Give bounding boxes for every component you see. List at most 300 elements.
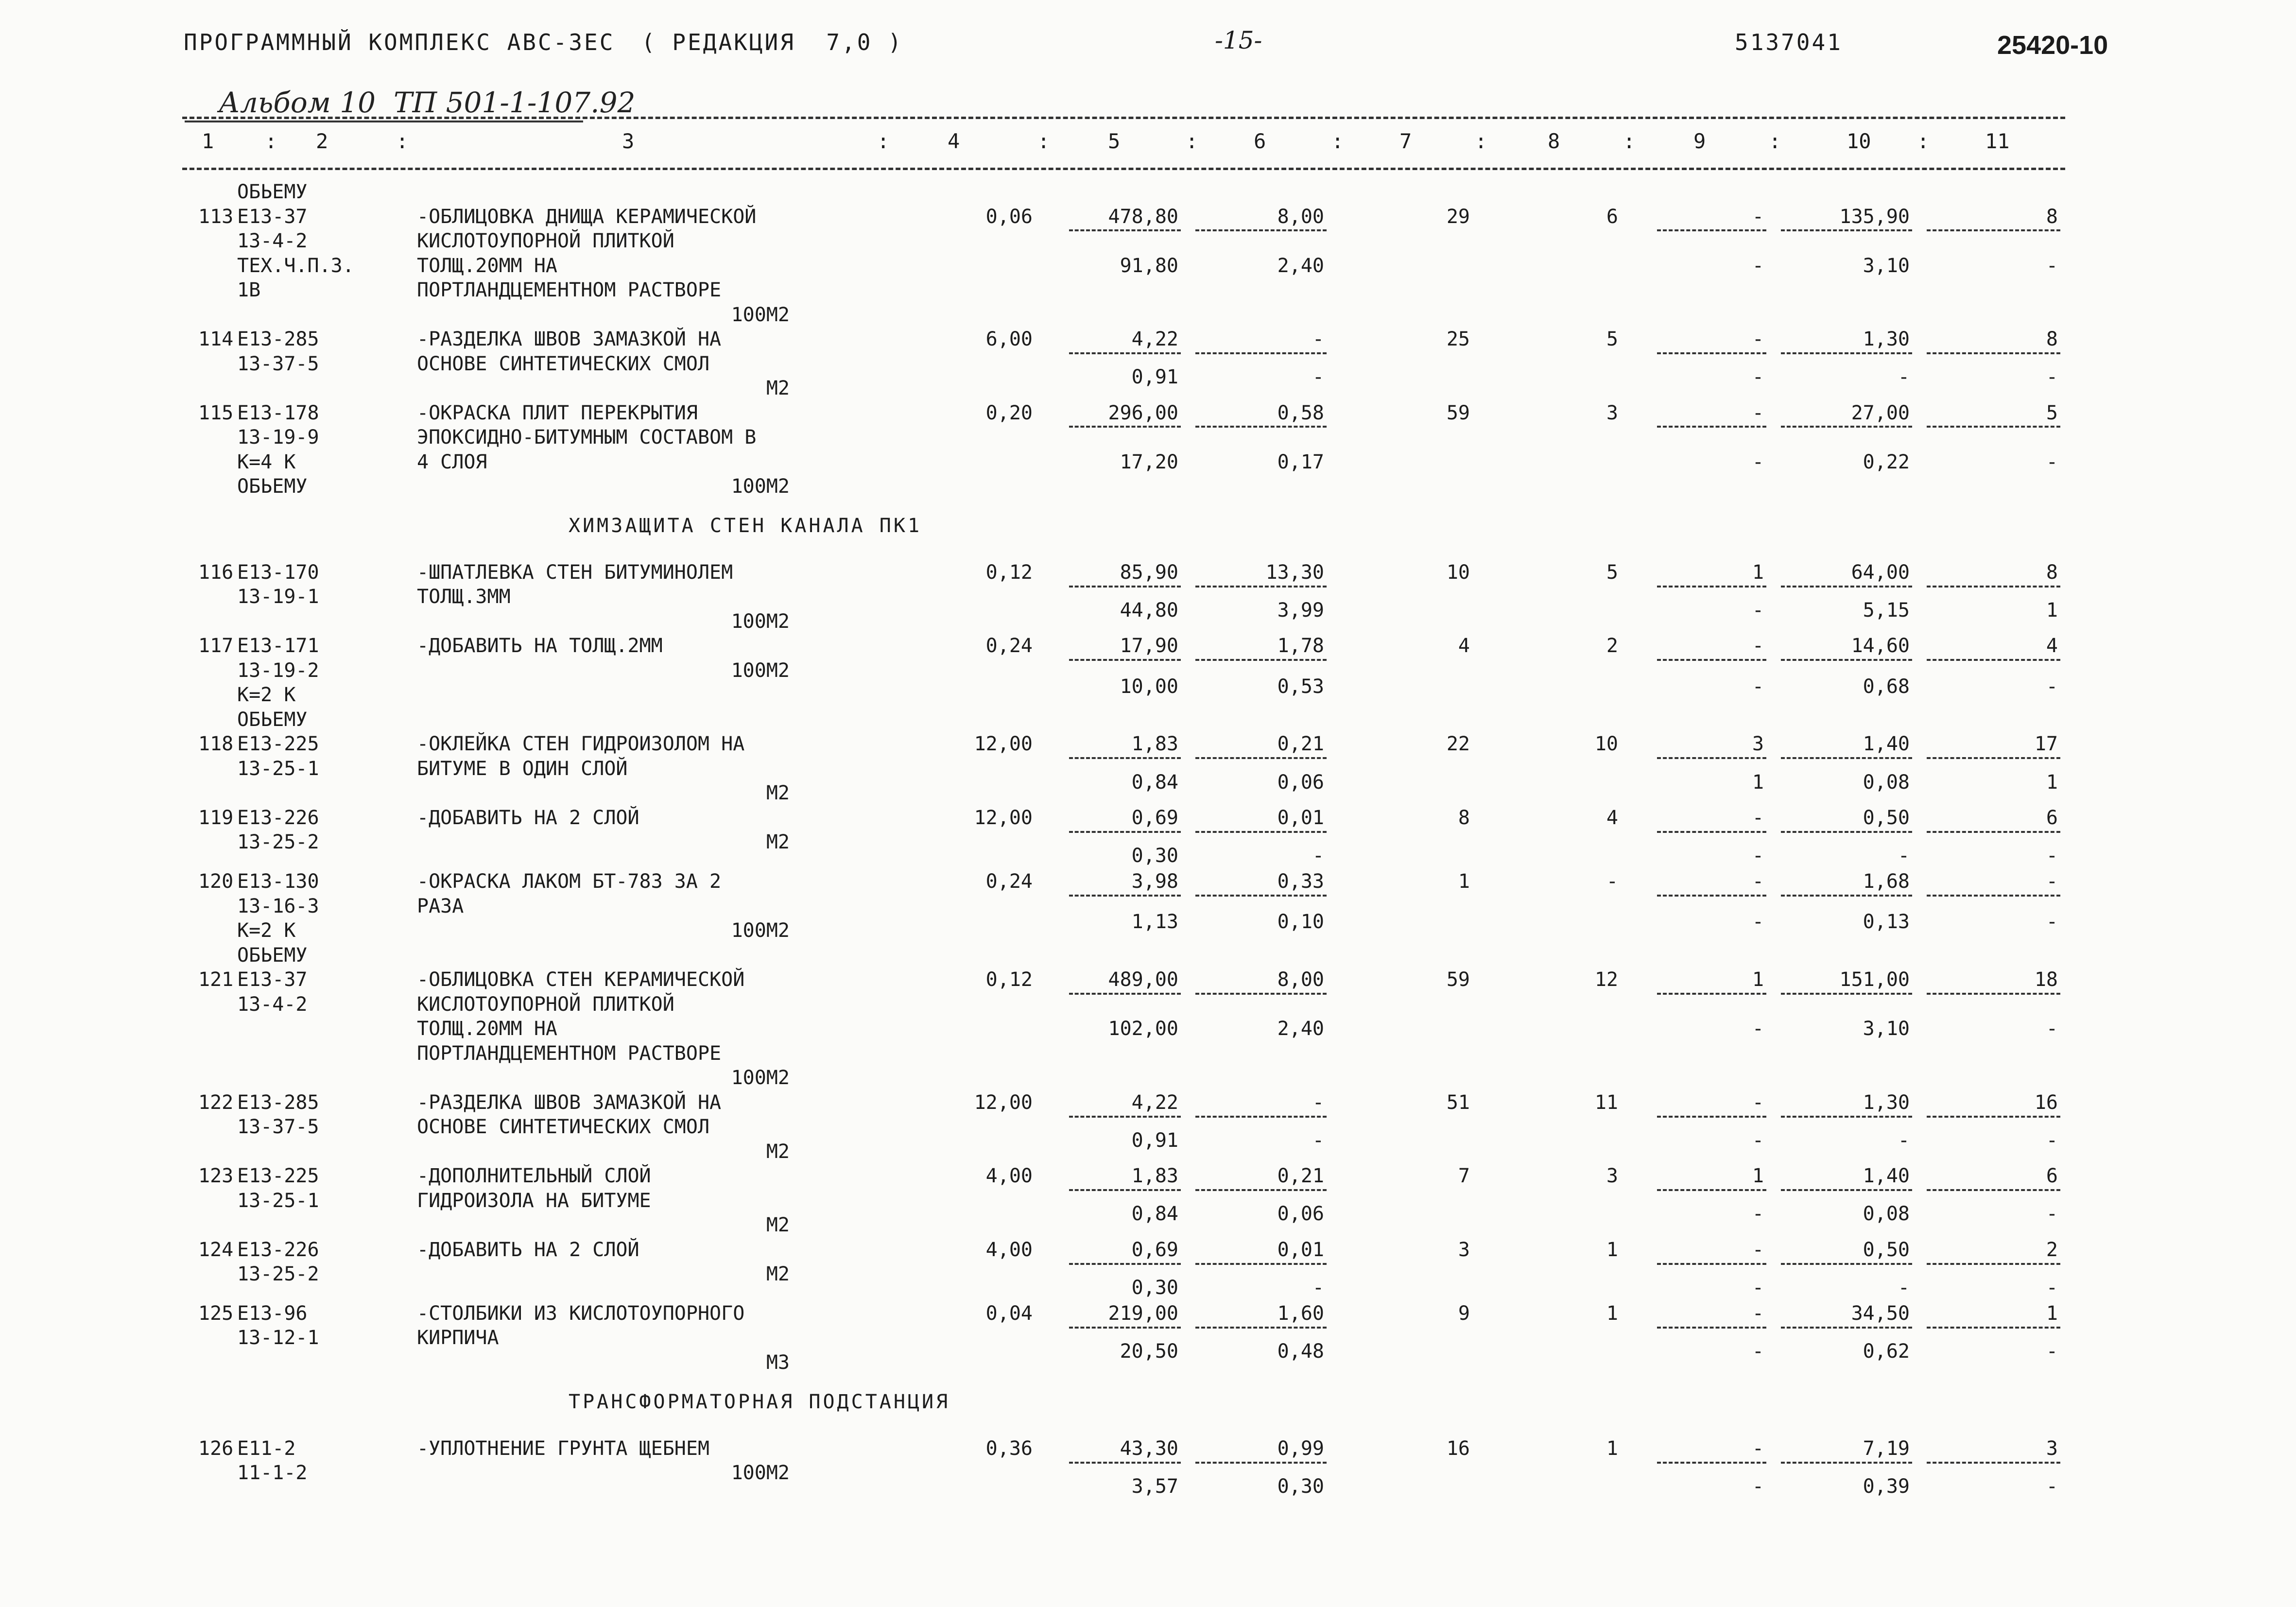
work-description: -ДОБАВИТЬ НА 2 СЛОЙ — [417, 1238, 639, 1261]
c9-lower-value: - — [1752, 366, 1764, 389]
quantity: 0,36 — [985, 1437, 1033, 1460]
c6-lower-value: 0,48 — [1277, 1340, 1324, 1363]
c11-value: 5 — [2046, 401, 2058, 424]
c11-lower-value: - — [2046, 1018, 2058, 1040]
c9-lower-value: - — [1752, 675, 1764, 698]
quantity: 6,00 — [985, 328, 1033, 350]
c10-value: 1,30 — [1863, 1091, 1910, 1114]
value-separator — [1069, 352, 1181, 354]
norm-code: Е13-170 — [237, 561, 319, 584]
c6-lower-value: 0,10 — [1277, 911, 1324, 933]
c11-lower-value: 1 — [2046, 599, 2058, 622]
section-heading: ТРАНСФОРМАТОРНАЯ ПОДСТАНЦИЯ — [569, 1390, 950, 1413]
c6-value: 0,21 — [1277, 1165, 1324, 1188]
c5-value: 85,90 — [1120, 561, 1178, 584]
c9-lower-value: - — [1752, 845, 1764, 867]
value-separator — [1069, 1263, 1181, 1265]
value-separator — [1195, 1263, 1327, 1265]
norm-code: 13-19-1 — [237, 586, 319, 608]
c11-value: - — [2046, 870, 2058, 893]
c5-lower-value: 0,91 — [1131, 1129, 1178, 1152]
document-code: 5137041 — [1735, 29, 1843, 55]
value-separator — [1927, 757, 2060, 759]
c11-lower-value: - — [2046, 1129, 2058, 1152]
c9-lower-value: - — [1752, 1203, 1764, 1226]
c10-lower-value: 0,22 — [1863, 450, 1910, 473]
norm-code: К=4 К — [237, 450, 296, 473]
c9-lower-value: - — [1752, 1276, 1764, 1299]
c10-value: 135,90 — [1839, 205, 1910, 228]
column-header-8: 8 — [1548, 129, 1560, 153]
norm-code: ОБЬЕМУ — [237, 944, 308, 967]
c6-value: 0,01 — [1277, 1238, 1324, 1261]
value-separator — [1069, 586, 1181, 588]
col8-value: 5 — [1606, 561, 1618, 584]
work-description: ПОРТЛАНДЦЕМЕНТНОМ РАСТВОРЕ — [417, 1042, 722, 1065]
c6-lower-value: 0,06 — [1277, 1203, 1324, 1226]
column-divider: : — [396, 129, 409, 153]
c5-value: 0,69 — [1131, 806, 1178, 829]
norm-code: Е13-171 — [237, 635, 319, 657]
value-separator — [1069, 229, 1181, 231]
c6-value: - — [1312, 328, 1324, 350]
c6-lower-value: 0,53 — [1277, 675, 1324, 698]
value-separator — [1069, 757, 1181, 759]
value-separator — [1069, 993, 1181, 995]
c6-lower-value: 0,17 — [1277, 450, 1324, 473]
c6-value: 0,21 — [1277, 733, 1324, 756]
c9-value: - — [1752, 205, 1764, 228]
value-separator — [1927, 1327, 2060, 1329]
norm-code: К=2 К — [237, 684, 296, 707]
page-number: -15- — [1215, 26, 1262, 54]
value-separator — [1781, 895, 1912, 897]
value-separator — [1069, 895, 1181, 897]
unit-of-measure: М2 — [766, 1214, 790, 1237]
value-separator — [1195, 757, 1327, 759]
value-separator — [1781, 1189, 1912, 1191]
c10-lower-value: 0,62 — [1863, 1340, 1910, 1363]
c5-value: 4,22 — [1131, 328, 1178, 350]
value-separator — [1781, 229, 1912, 231]
work-description: -ДОБАВИТЬ НА ТОЛЩ.2ММ — [417, 635, 663, 657]
c9-value: - — [1752, 1238, 1764, 1261]
column-divider: : — [877, 129, 890, 153]
c5-lower-value: 102,00 — [1108, 1018, 1178, 1040]
work-description: ТОЛЩ.20ММ НА — [417, 254, 557, 277]
c6-value: 0,99 — [1277, 1437, 1324, 1460]
norm-code: Е13-130 — [237, 870, 319, 893]
norm-code: К=2 К — [237, 919, 296, 942]
value-separator — [1069, 659, 1181, 661]
value-separator — [1069, 1189, 1181, 1191]
value-separator — [1657, 1462, 1766, 1464]
column-header-9: 9 — [1693, 129, 1706, 153]
c6-lower-value: 2,40 — [1277, 1018, 1324, 1040]
work-description: -ОКРАСКА ПЛИТ ПЕРЕКРЫТИЯ — [417, 401, 698, 424]
work-description: -ОКЛЕЙКА СТЕН ГИДРОИЗОЛОМ НА — [417, 733, 745, 756]
col8-value: 10 — [1594, 733, 1618, 756]
work-description: -ОБЛИЦОВКА СТЕН КЕРАМИЧЕСКОЙ — [417, 968, 745, 991]
c9-value: - — [1752, 635, 1764, 657]
c5-value: 3,98 — [1131, 870, 1178, 893]
c5-lower-value: 0,91 — [1131, 366, 1178, 389]
item-number: 120 — [198, 870, 234, 893]
c10-lower-value: 3,10 — [1863, 1018, 1910, 1040]
c5-value: 0,69 — [1131, 1238, 1178, 1261]
norm-code: 13-16-3 — [237, 895, 319, 917]
norm-code: Е13-178 — [237, 401, 319, 424]
value-separator — [1781, 1327, 1912, 1329]
work-description: КИСЛОТОУПОРНОЙ ПЛИТКОЙ — [417, 993, 674, 1016]
table-top-rule — [182, 117, 2065, 119]
value-separator — [1927, 659, 2060, 661]
c11-lower-value: - — [2046, 366, 2058, 389]
item-number: 124 — [198, 1238, 234, 1261]
c6-value: 8,00 — [1277, 968, 1324, 991]
value-separator — [1195, 1189, 1327, 1191]
quantity: 0,24 — [985, 870, 1033, 893]
c11-value: 8 — [2046, 328, 2058, 350]
value-separator — [1781, 993, 1912, 995]
c9-lower-value: - — [1752, 254, 1764, 277]
value-separator — [1657, 426, 1766, 428]
work-description: -СТОЛБИКИ ИЗ КИСЛОТОУПОРНОГО — [417, 1302, 745, 1325]
value-separator — [1657, 1263, 1766, 1265]
c5-value: 296,00 — [1108, 401, 1178, 424]
norm-code: Е11-2 — [237, 1437, 296, 1460]
quantity: 0,12 — [985, 561, 1033, 584]
continued-code-text: ОБЬЕМУ — [237, 181, 308, 203]
norm-code: 13-25-1 — [237, 757, 319, 780]
c11-value: 6 — [2046, 806, 2058, 829]
c9-value: - — [1752, 1091, 1764, 1114]
c10-value: 151,00 — [1839, 968, 1910, 991]
norm-code: 13-37-5 — [237, 352, 319, 375]
value-separator — [1781, 1263, 1912, 1265]
work-description: ГИДРОИЗОЛА НА БИТУМЕ — [417, 1189, 651, 1212]
quantity: 0,20 — [985, 401, 1033, 424]
value-separator — [1781, 1116, 1912, 1118]
column-divider: : — [1331, 129, 1344, 153]
c9-lower-value: - — [1752, 911, 1764, 933]
col7-value: 8 — [1458, 806, 1470, 829]
value-separator — [1657, 229, 1766, 231]
program-title: ПРОГРАММНЫЙ КОМПЛЕКС АВС-3ЕС — [184, 29, 615, 55]
col8-value: - — [1606, 870, 1618, 893]
c10-lower-value: - — [1898, 1276, 1910, 1299]
value-separator — [1927, 1462, 2060, 1464]
col7-value: 59 — [1446, 401, 1470, 424]
value-separator — [1657, 993, 1766, 995]
c11-value: 3 — [2046, 1437, 2058, 1460]
c10-value: 7,19 — [1863, 1437, 1910, 1460]
value-separator — [1657, 1116, 1766, 1118]
value-separator — [1657, 895, 1766, 897]
c6-lower-value: - — [1312, 1129, 1324, 1152]
unit-of-measure: 100М2 — [731, 303, 790, 326]
value-separator — [1927, 1189, 2060, 1191]
c10-lower-value: - — [1898, 366, 1910, 389]
c6-lower-value: 2,40 — [1277, 254, 1324, 277]
item-number: 126 — [198, 1437, 234, 1460]
c9-value: - — [1752, 401, 1764, 424]
c9-value: - — [1752, 1437, 1764, 1460]
c9-lower-value: - — [1752, 599, 1764, 622]
norm-code: Е13-37 — [237, 968, 308, 991]
unit-of-measure: 100М2 — [731, 659, 790, 682]
value-separator — [1195, 229, 1327, 231]
column-divider: : — [1475, 129, 1487, 153]
value-separator — [1927, 831, 2060, 833]
value-separator — [1195, 1116, 1327, 1118]
unit-of-measure: М3 — [766, 1351, 790, 1374]
item-number: 115 — [198, 401, 234, 424]
value-separator — [1069, 1327, 1181, 1329]
col8-value: 4 — [1606, 806, 1618, 829]
norm-code: 13-25-1 — [237, 1189, 319, 1212]
work-description: -РАЗДЕЛКА ШВОВ ЗАМАЗКОЙ НА — [417, 1091, 722, 1114]
value-separator — [1781, 831, 1912, 833]
col8-value: 3 — [1606, 1165, 1618, 1188]
quantity: 12,00 — [974, 1091, 1033, 1114]
c5-value: 478,80 — [1108, 205, 1178, 228]
work-description: -ОБЛИЦОВКА ДНИЩА КЕРАМИЧЕСКОЙ — [417, 205, 757, 228]
column-header-11: 11 — [1985, 129, 2010, 153]
c11-lower-value: - — [2046, 1276, 2058, 1299]
value-separator — [1657, 831, 1766, 833]
c9-value: 1 — [1752, 1165, 1764, 1188]
item-number: 118 — [198, 733, 234, 756]
column-header-7: 7 — [1399, 129, 1412, 153]
norm-code: Е13-225 — [237, 1165, 319, 1188]
value-separator — [1927, 229, 2060, 231]
c6-value: 0,01 — [1277, 806, 1324, 829]
col7-value: 7 — [1458, 1165, 1470, 1188]
archive-stamp: 25420-10 — [1997, 31, 2108, 60]
c6-value: 1,78 — [1277, 635, 1324, 657]
c6-value: - — [1312, 1091, 1324, 1114]
c11-value: 8 — [2046, 205, 2058, 228]
quantity: 4,00 — [985, 1165, 1033, 1188]
section-heading: ХИМЗАЩИТА СТЕН КАНАЛА ПК1 — [569, 514, 922, 537]
c11-value: 1 — [2046, 1302, 2058, 1325]
c11-lower-value: - — [2046, 1340, 2058, 1363]
col8-value: 1 — [1606, 1302, 1618, 1325]
norm-code: 1В — [237, 279, 261, 301]
c10-lower-value: 5,15 — [1863, 599, 1910, 622]
c9-lower-value: - — [1752, 1475, 1764, 1498]
c11-lower-value: - — [2046, 675, 2058, 698]
value-separator — [1781, 659, 1912, 661]
c11-value: 18 — [2034, 968, 2058, 991]
unit-of-measure: 100М2 — [731, 1462, 790, 1485]
unit-of-measure: 100М2 — [731, 919, 790, 942]
value-separator — [1781, 757, 1912, 759]
item-number: 117 — [198, 635, 234, 657]
norm-code: 13-4-2 — [237, 993, 308, 1016]
c10-lower-value: - — [1898, 845, 1910, 867]
quantity: 12,00 — [974, 733, 1033, 756]
c9-lower-value: - — [1752, 1129, 1764, 1152]
c10-lower-value: 3,10 — [1863, 254, 1910, 277]
c10-lower-value: 0,08 — [1863, 1203, 1910, 1226]
item-number: 116 — [198, 561, 234, 584]
value-separator — [1069, 1462, 1181, 1464]
c10-value: 34,50 — [1851, 1302, 1910, 1325]
c6-lower-value: - — [1312, 1276, 1324, 1299]
c5-value: 489,00 — [1108, 968, 1178, 991]
edition-label: ( РЕДАКЦИЯ 7,0 ) — [641, 29, 903, 55]
quantity: 0,24 — [985, 635, 1033, 657]
col7-value: 1 — [1458, 870, 1470, 893]
c5-lower-value: 0,30 — [1131, 1276, 1178, 1299]
unit-of-measure: М2 — [766, 831, 790, 854]
value-separator — [1657, 1189, 1766, 1191]
value-separator — [1927, 586, 2060, 588]
c9-value: 1 — [1752, 561, 1764, 584]
value-separator — [1069, 1116, 1181, 1118]
c10-lower-value: 0,68 — [1863, 675, 1910, 698]
c9-value: - — [1752, 870, 1764, 893]
norm-code: 13-19-9 — [237, 426, 319, 449]
work-description: -ШПАТЛЕВКА СТЕН БИТУМИНОЛЕМ — [417, 561, 733, 584]
c10-value: 0,50 — [1863, 806, 1910, 829]
c11-lower-value: - — [2046, 845, 2058, 867]
c11-value: 8 — [2046, 561, 2058, 584]
norm-code: Е13-226 — [237, 1238, 319, 1261]
c6-lower-value: 3,99 — [1277, 599, 1324, 622]
work-description: КИСЛОТОУПОРНОЙ ПЛИТКОЙ — [417, 230, 674, 252]
column-header-2: 2 — [316, 129, 328, 153]
c9-lower-value: - — [1752, 450, 1764, 473]
value-separator — [1195, 1327, 1327, 1329]
c11-value: 2 — [2046, 1238, 2058, 1261]
value-separator — [1781, 586, 1912, 588]
c11-lower-value: - — [2046, 450, 2058, 473]
col8-value: 12 — [1594, 968, 1618, 991]
value-separator — [1781, 1462, 1912, 1464]
c9-value: 3 — [1752, 733, 1764, 756]
col7-value: 9 — [1458, 1302, 1470, 1325]
value-separator — [1781, 352, 1912, 354]
quantity: 0,04 — [985, 1302, 1033, 1325]
work-description: -ОКРАСКА ЛАКОМ БТ-783 ЗА 2 — [417, 870, 722, 893]
c10-value: 1,40 — [1863, 1165, 1910, 1188]
c11-lower-value: - — [2046, 254, 2058, 277]
col7-value: 51 — [1446, 1091, 1470, 1114]
norm-code: Е13-285 — [237, 328, 319, 350]
value-separator — [1657, 352, 1766, 354]
value-separator — [1927, 993, 2060, 995]
value-separator — [1195, 426, 1327, 428]
c10-value: 14,60 — [1851, 635, 1910, 657]
work-description: РАЗА — [417, 895, 464, 917]
c5-value: 219,00 — [1108, 1302, 1178, 1325]
c11-value: 4 — [2046, 635, 2058, 657]
quantity: 0,12 — [985, 968, 1033, 991]
item-number: 122 — [198, 1091, 234, 1114]
work-description: ОСНОВЕ СИНТЕТИЧЕСКИХ СМОЛ — [417, 352, 710, 375]
work-description: ЭПОКСИДНО-БИТУМНЫМ СОСТАВОМ В — [417, 426, 757, 449]
norm-code: 13-4-2 — [237, 230, 308, 252]
c11-lower-value: - — [2046, 911, 2058, 933]
unit-of-measure: М2 — [766, 782, 790, 805]
c9-lower-value: - — [1752, 1018, 1764, 1040]
work-description: -УПЛОТНЕНИЕ ГРУНТА ЩЕБНЕМ — [417, 1437, 710, 1460]
c6-lower-value: - — [1312, 366, 1324, 389]
item-number: 123 — [198, 1165, 234, 1188]
norm-code: 13-19-2 — [237, 659, 319, 682]
c10-value: 1,68 — [1863, 870, 1910, 893]
c9-value: - — [1752, 328, 1764, 350]
c5-value: 1,83 — [1131, 1165, 1178, 1188]
work-description: ТОЛЩ.3ММ — [417, 586, 511, 608]
item-number: 114 — [198, 328, 234, 350]
c5-lower-value: 20,50 — [1120, 1340, 1178, 1363]
c10-value: 64,00 — [1851, 561, 1910, 584]
norm-code: ОБЬЕМУ — [237, 708, 308, 731]
value-separator — [1657, 1327, 1766, 1329]
c6-value: 1,60 — [1277, 1302, 1324, 1325]
table-header-rule — [182, 168, 2065, 170]
norm-code: 13-25-2 — [237, 1263, 319, 1286]
c9-value: 1 — [1752, 968, 1764, 991]
norm-code: 13-12-1 — [237, 1327, 319, 1349]
work-description: -ДОПОЛНИТЕЛЬНЫЙ СЛОЙ — [417, 1165, 651, 1188]
col8-value: 11 — [1594, 1091, 1618, 1114]
col7-value: 22 — [1446, 733, 1470, 756]
work-description: КИРПИЧА — [417, 1327, 499, 1349]
value-separator — [1069, 426, 1181, 428]
c5-lower-value: 91,80 — [1120, 254, 1178, 277]
c10-value: 27,00 — [1851, 401, 1910, 424]
c5-value: 1,83 — [1131, 733, 1178, 756]
column-header-10: 10 — [1847, 129, 1871, 153]
value-separator — [1927, 1263, 2060, 1265]
norm-code: Е13-37 — [237, 205, 308, 228]
col7-value: 4 — [1458, 635, 1470, 657]
quantity: 0,06 — [985, 205, 1033, 228]
work-description: ПОРТЛАНДЦЕМЕНТНОМ РАСТВОРЕ — [417, 279, 722, 301]
c11-value: 17 — [2034, 733, 2058, 756]
value-separator — [1927, 1116, 2060, 1118]
value-separator — [1657, 757, 1766, 759]
c6-lower-value: 0,30 — [1277, 1475, 1324, 1498]
col8-value: 6 — [1606, 205, 1618, 228]
col8-value: 2 — [1606, 635, 1618, 657]
col7-value: 29 — [1446, 205, 1470, 228]
work-description: ОСНОВЕ СИНТЕТИЧЕСКИХ СМОЛ — [417, 1116, 710, 1139]
quantity: 4,00 — [985, 1238, 1033, 1261]
value-separator — [1195, 993, 1327, 995]
c6-value: 13,30 — [1265, 561, 1324, 584]
c11-lower-value: 1 — [2046, 771, 2058, 794]
c5-lower-value: 1,13 — [1131, 911, 1178, 933]
c6-value: 0,33 — [1277, 870, 1324, 893]
c5-lower-value: 0,30 — [1131, 845, 1178, 867]
work-description: -РАЗДЕЛКА ШВОВ ЗАМАЗКОЙ НА — [417, 328, 722, 350]
norm-code: Е13-225 — [237, 733, 319, 756]
col8-value: 5 — [1606, 328, 1618, 350]
value-separator — [1927, 426, 2060, 428]
col7-value: 25 — [1446, 328, 1470, 350]
c6-value: 0,58 — [1277, 401, 1324, 424]
col8-value: 3 — [1606, 401, 1618, 424]
c5-lower-value: 10,00 — [1120, 675, 1178, 698]
norm-code: Е13-96 — [237, 1302, 308, 1325]
norm-code: 13-25-2 — [237, 831, 319, 854]
